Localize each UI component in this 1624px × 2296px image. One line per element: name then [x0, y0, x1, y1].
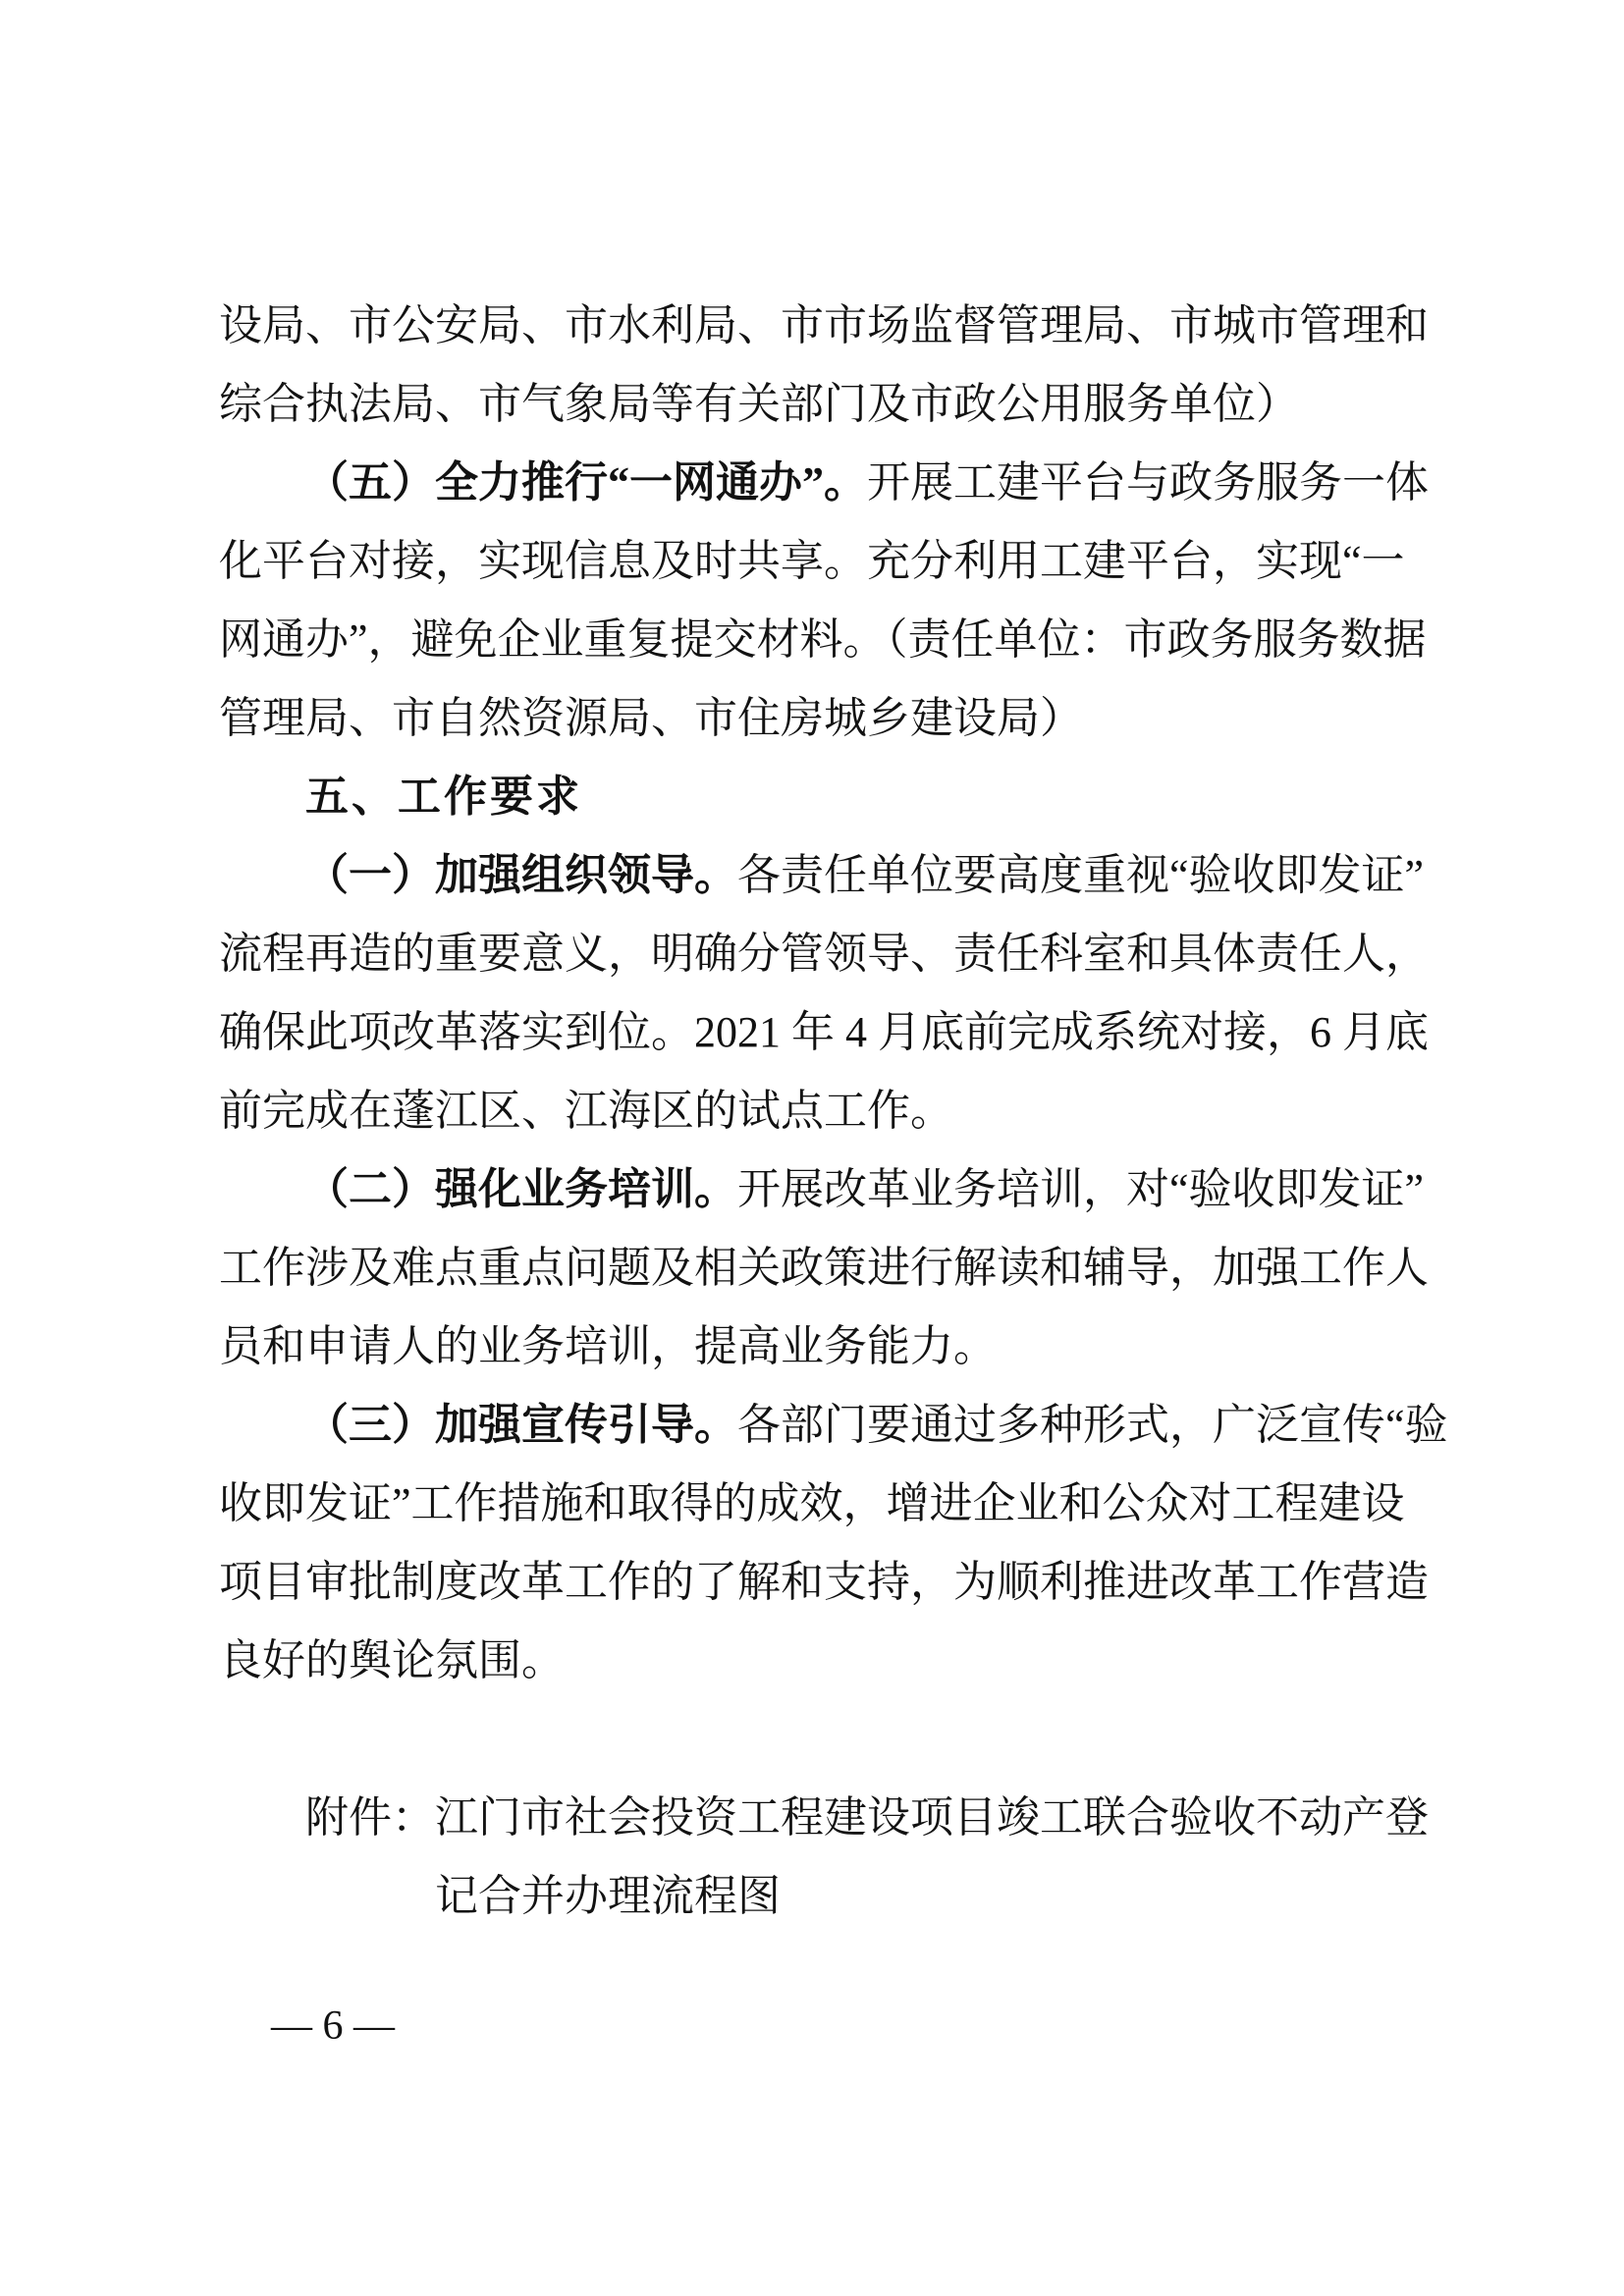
paragraph-2-line-1	[219, 1150, 1436, 1229]
line-text: 附件：江门市社会投资工程建设项目竣工联合验收不动产登	[305, 1793, 1429, 1842]
paragraph-2-line-3	[219, 1308, 1436, 1386]
footer-page-number: — 6 —	[271, 2003, 395, 2049]
paragraph-3-bold-lead: （三）加强宣传引导。	[305, 1401, 737, 1449]
blank-line	[219, 1700, 1436, 1779]
line-text: 项目审批制度改革工作的了解和支持，为顺利推进改革工作营造	[219, 1558, 1429, 1606]
line-text: 流程再造的重要意义，明确分管领导、责任科室和具体责任人，	[219, 930, 1429, 978]
section-heading-work-requirements	[219, 758, 1436, 836]
paragraph-1-line-2	[219, 915, 1436, 993]
line-text: 开展工建平台与政务服务一体	[867, 458, 1429, 507]
paragraph-5-bold-lead: （五）全力推行“一网通办”。	[305, 458, 867, 507]
line-text: 前完成在蓬江区、江海区的试点工作。	[219, 1087, 953, 1135]
line-text: 管理局、市自然资源局、市住房城乡建设局）	[219, 694, 1083, 742]
line-text: 确保此项改革落实到位。2021 年 4 月底前完成系统对接，6 月底	[219, 1008, 1429, 1056]
attachment-line-2	[219, 1857, 1436, 1936]
paragraph-3-line-3	[219, 1543, 1436, 1622]
paragraph-2-bold-lead: （二）强化业务培训。	[305, 1165, 737, 1213]
line-text: 设局、市公安局、市水利局、市市场监督管理局、市城市管理和	[219, 301, 1429, 349]
line-text: 开展改革业务培训，对“验收即发证”	[737, 1165, 1425, 1213]
body-line-2	[219, 365, 1436, 444]
line-text: 记合并办理流程图	[435, 1872, 781, 1920]
body-line-1	[219, 287, 1436, 365]
line-text: 员和申请人的业务培训，提高业务能力。	[219, 1322, 997, 1370]
paragraph-1-line-3	[219, 993, 1436, 1072]
line-text: 各责任单位要高度重视“验收即发证”	[737, 851, 1425, 899]
attachment-line-1	[219, 1779, 1436, 1857]
line-text: 良好的舆论氛围。	[219, 1636, 565, 1684]
line-text: 网通办”，避免企业重复提交材料。（责任单位：市政务服务数据	[219, 615, 1427, 664]
paragraph-3-line-4	[219, 1622, 1436, 1700]
line-text: 工作涉及难点重点问题及相关政策进行解读和辅导，加强工作人	[219, 1244, 1429, 1292]
paragraph-5-line-3	[219, 601, 1436, 679]
paragraph-1-line-1	[219, 836, 1436, 915]
paragraph-5-line-4	[219, 679, 1436, 758]
section-heading-text: 五、工作要求	[305, 773, 582, 821]
document-body	[219, 287, 1448, 1936]
paragraph-1-bold-lead: （一）加强组织领导。	[305, 851, 737, 899]
paragraph-5-line-2	[219, 522, 1436, 601]
line-text: 各部门要通过多种形式，广泛宣传“验	[737, 1401, 1448, 1449]
line-text: 收即发证”工作措施和取得的成效，增进企业和公众对工程建设	[219, 1479, 1405, 1527]
paragraph-5-line-1	[219, 444, 1436, 522]
line-text: 化平台对接，实现信息及时共享。充分利用工建平台，实现“一	[219, 537, 1405, 585]
line-text: 综合执法局、市气象局等有关部门及市政公用服务单位）	[219, 380, 1299, 428]
paragraph-3-line-2	[219, 1465, 1436, 1543]
paragraph-1-line-4	[219, 1072, 1436, 1150]
paragraph-3-line-1	[219, 1386, 1448, 1465]
paragraph-2-line-2	[219, 1229, 1436, 1308]
